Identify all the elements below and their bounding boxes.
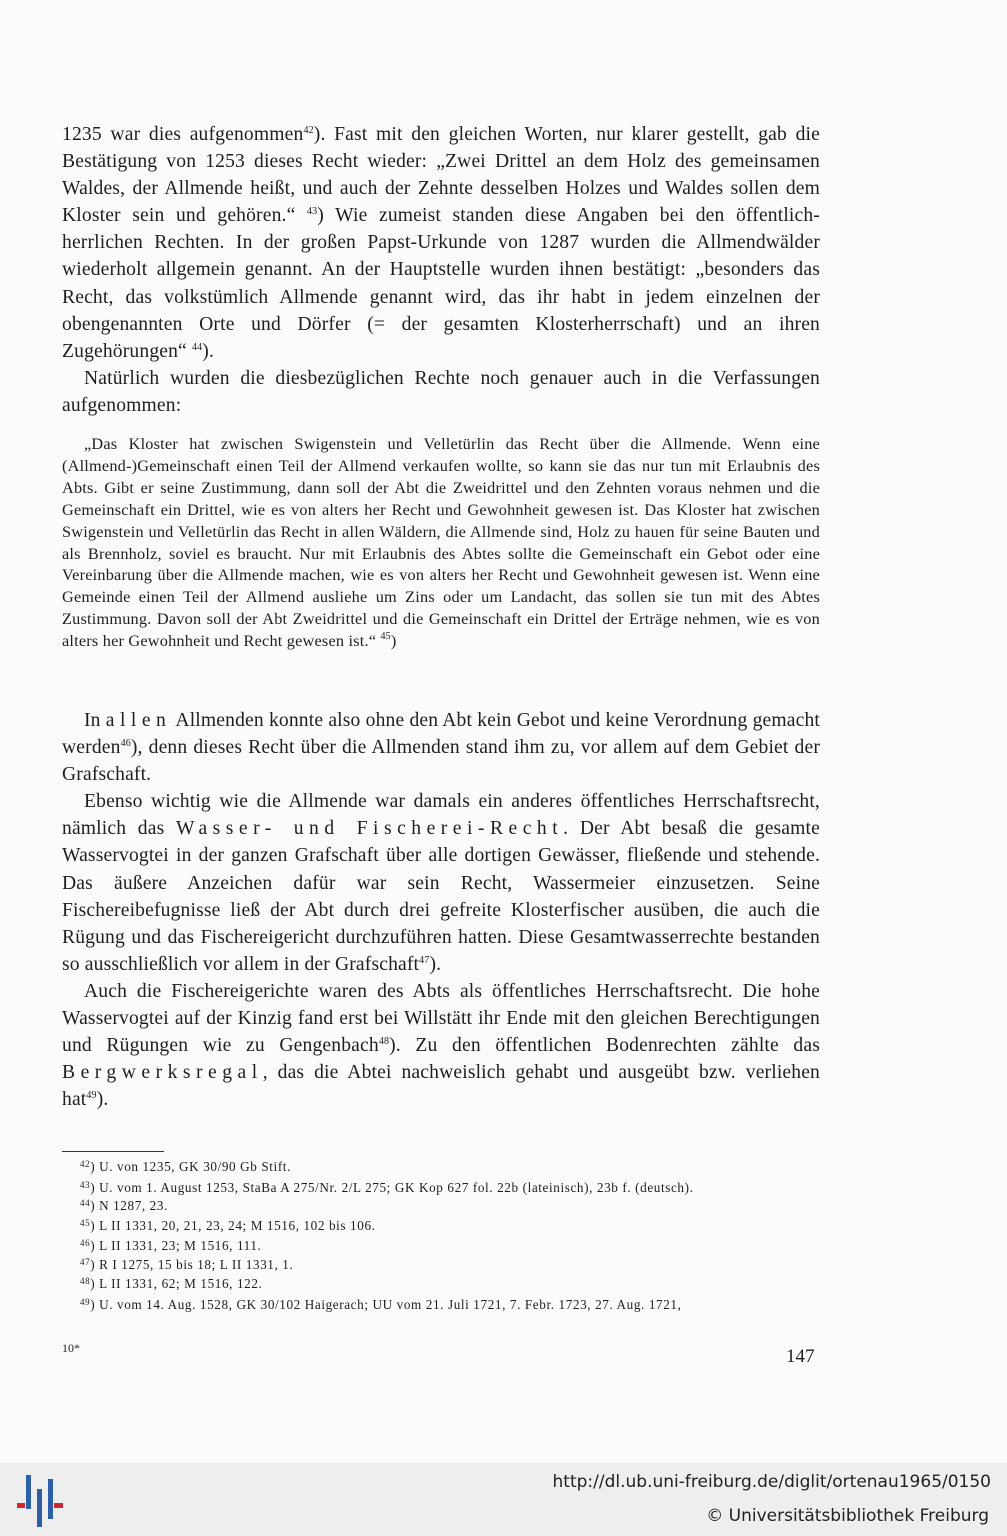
footnote-ref-44[interactable]: 44 [191,341,203,353]
footnote-47: $^{47}$) R I 1275, 15 bis 18; L II 1331, 1. [80,1257,294,1272]
paragraph-1: 1235 war dies aufgenommen$^{42}$). Fast mit den gleichen Worten, nur klarer gestellt, gab die Bestätigung von 1253 dieses Recht wieder: „Zwei Drittel an dem Holz des gemeinsamen Waldes, der Allmende heißt, und auch der Zehnte desselben Holzes und Waldes sollen dem Kloster sein und gehören.“ $^{43}$) Wie zumeist standen diese Angaben bei den öffentlich-herrlichen Rechten. In der großen Papst-Urkunde von 1287 wurden die Allmendwälder wiederholt allgemein genannt. An der Hauptstelle wurden ihnen bestätigt: „besonders das Recht, das volkstümlich Allmende genannt wird, das ihr habt in jedem einzelnen der obengenannten Orte und Dörfer (= der gesamten Klosterherrschaft) und an ihren Zugehörungen“ $^{44}$). [62,124,820,362]
footnote-42: $^{42}$) U. von 1235, GK 30/90 Gb Stift. [80,1159,291,1174]
footnote-43: $^{43}$) U. vom 1. August 1253, StaBa A 275/Nr. 2/L 275; GK Kop 627 fol. 22b (lateinisch), 23b f. (deutsch). [80,1180,694,1195]
page-number: 147 [786,1346,815,1367]
footnote-ref-47[interactable]: 47 [419,954,430,966]
copyright-notice: © Universitätsbibliothek Freiburg [706,1506,989,1526]
footnote-48: $^{48}$) L II 1331, 62; M 1516, 122. [80,1276,263,1291]
footnote-ref-42[interactable]: 42 [303,125,314,136]
footnote-divider [62,1151,164,1152]
quote-block [62,433,820,652]
paragraph-3: In allen Allmenden konnte also ohne den Abt kein Gebot und keine Verordnung gemacht werden$^{46}$), denn dieses Recht über die Allmenden stand ihm zu, vor allem auf dem Gebiet der Grafschaft. [62,710,820,786]
footnote-ref-43[interactable]: 43 [306,206,318,218]
main-text-continued [62,707,820,1113]
spaced-emphasis: Wasser- und Fischerei-Recht [176,818,564,840]
footnote-44: $^{44}$) N 1287, 23. [80,1198,168,1213]
footnote-ref-46[interactable]: 46 [120,738,131,750]
permalink-url[interactable]: http://dl.ub.uni-freiburg.de/diglit/ortenau1965/0150 [552,1472,991,1492]
signature-mark: 10* [62,1341,80,1355]
footnote-ref-48[interactable]: 48 [378,1036,390,1048]
paragraph-4: Ebenso wichtig wie die Allmende war damals ein anderes öffentliches Herrschaftsrecht, nämlich das Wasser- und Fischerei-Recht. Der Abt besaß die gesamte Wasservogtei in der ganzen Grafschaft über alle dortigen Gewässer, fließende und stehende. Das äußere Anzeichen dafür war sein Recht, Wassermeier einzusetzen. Seine Fischereibefugnisse ließ der Abt durch drei gefreite Klosterfischer ausüben, die auch die Rügung und das Fischereigericht durchzuführen hatten. Diese Gesamtwasserrechte bestanden so ausschließlich vor allem in der Grafschaft$^{47}$). [62,791,820,975]
paragraph-5: Auch die Fischereigerichte waren des Abts als öffentliches Herrschaftsrecht. Die hohe Wasservogtei auf der Kinzig fand erst bei Willstätt ihr Ende mit den gleichen Berechtigungen und Rügungen wie zu Gengenbach$^{48}$). Zu den öffentlichen Bodenrechten zählte das Bergwerksregal, das die Abtei nachweislich gehabt und ausgeübt bzw. verliehen hat$^{49}$). [62,980,820,1111]
footnote-ref-49[interactable]: 49 [86,1090,97,1102]
paragraph-2: Natürlich wurden die diesbezüglichen Rechte noch genauer auch in die Verfassungen aufgenommen: [62,367,820,416]
ub-freiburg-logo-icon[interactable] [16,1473,64,1529]
quotation: „Das Kloster hat zwischen Swigenstein und Velletürlin das Recht über die Allmende. Wenn eine (Allmend-)Gemeinschaft einen Teil der Allmend verkaufen wollte, so kann sie das nur tun mit Erlaubnis des Abts. Gibt er seine Zustimmung, dann soll der Abt die Zweidrittel und den Zehnten voraus nehmen und die Gemeinschaft ein Drittel, wie es von alters her Recht und Gewohnheit gewesen ist. Das Kloster hat zwischen Swigenstein und Velletürlin das Recht in allen Wäldern, die Allmende sind, Holz zu hauen für seine Bauten und als Brennholz, soviel es braucht. Nur mit Erlaubnis des Abtes sollte die Gemeinschaft ein Gebot oder eine Vereinbarung über die Allmende machen, wie es von alters her Recht und Gewohnheit gewesen ist. Wenn eine Gemeinde einen Teil der Allmend ausliehe um Zins oder um Landacht, das sollen sie tun mit des Abtes Zustimmung. Davon soll der Abt Zweidrittel und die Gemeinschaft ein Drittel der Erträge nehmen, wie es von alters her Gewohnheit und Recht gewesen ist.“ $^{45}$) [62,434,820,651]
footnote-45: $^{45}$) L II 1331, 20, 21, 23, 24; M 1516, 102 bis 106. [80,1218,376,1233]
spaced-emphasis: Bergwerksregal [62,1062,263,1084]
main-text [62,121,820,419]
footnote-49: $^{49}$) U. vom 14. Aug. 1528, GK 30/102 Haigerach; UU vom 21. Juli 1721, 7. Febr. 1723, 27. Aug. 1721, [80,1297,682,1312]
footnote-ref-45[interactable]: 45 [380,631,391,643]
footnote-46: $^{46}$) L II 1331, 23; M 1516, 111. [80,1238,262,1253]
spaced-emphasis: allen [105,710,172,731]
